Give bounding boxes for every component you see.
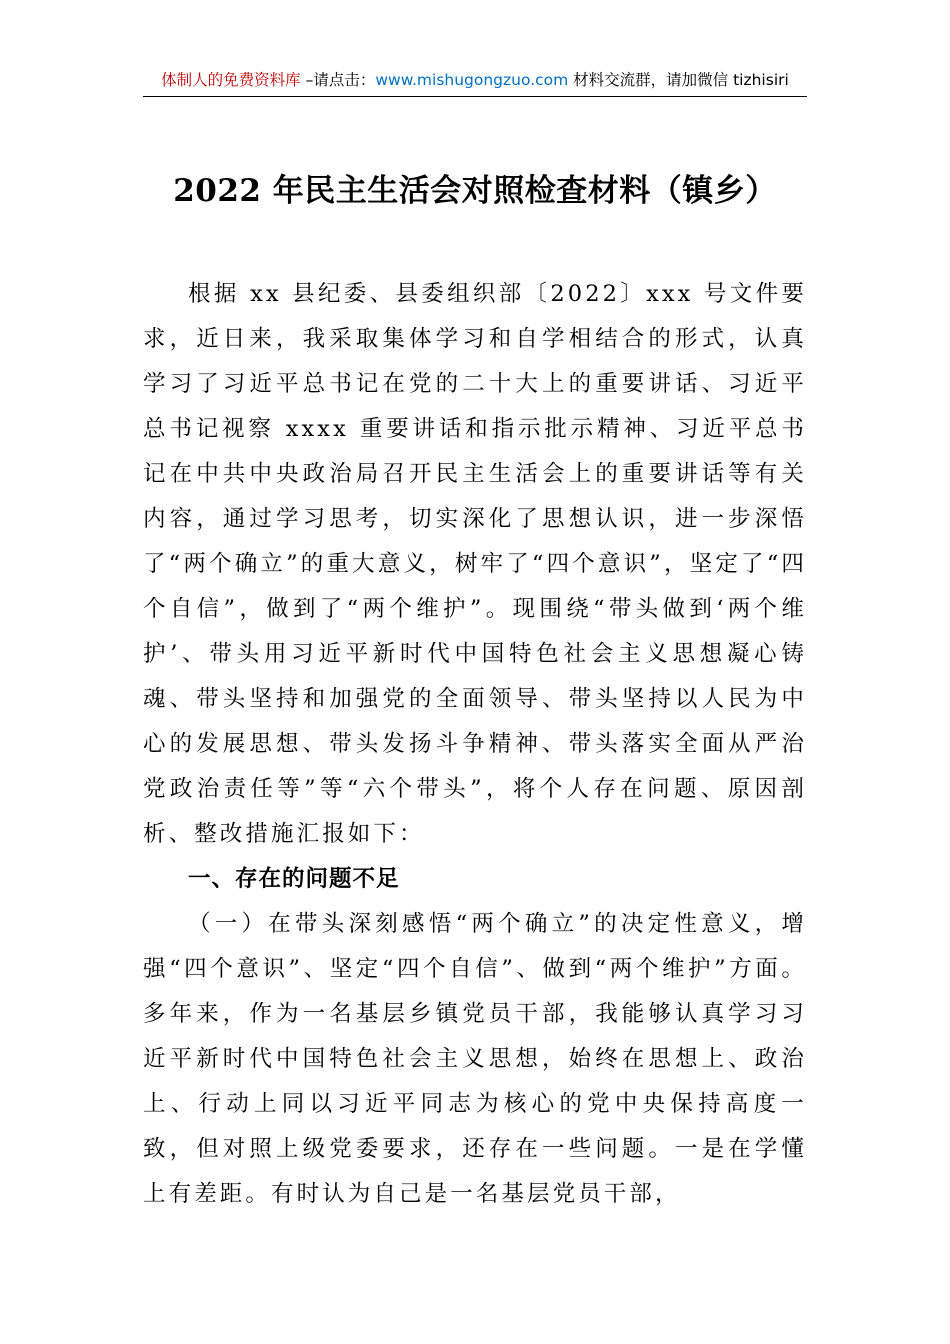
intro-paragraph: 根据 xx 县纪委、县委组织部〔2022〕xxx 号文件要求，近日来，我采取集体学习和自学相结合的形式，认真学习了习近平总书记在党的二十大上的重要讲话、习近平总书记视察 xxxx 重要讲话和指示批示精神、习近平总书记在中共中央政治局召开民主生活会上的重要讲话等有关内容，通过学习思考，切实深化了思想认识，进一步深悟了“两个确立”的重大意义，树牢了“四个意识”，坚定了“四个自信”，做到了“两个维护”。现围绕“带头做到‘两个维护’、带头用习近平新时代中国特色社会主义思想凝心铸魂、带头坚持和加强党的全面领导、带头坚持以人民为中心的发展思想、带头发扬斗争精神、带头落实全面从严治党政治责任等”等“六个带头”，将个人存在问题、原因剖析、整改措施汇报如下： — [143, 281, 807, 847]
header-wechat-note: 材料交流群，请加微信 tizhisiri — [568, 71, 789, 89]
header-brand: 体制人的免费资料库 — [161, 71, 301, 89]
header-link[interactable]: www.mishugongzuo.com — [375, 71, 569, 89]
document-body — [143, 272, 807, 1217]
page-header — [143, 64, 807, 97]
document-title: 2022 年民主生活会对照检查材料（镇乡） — [173, 173, 777, 209]
section-heading: 一、存在的问题不足 — [188, 866, 400, 892]
header-click-prompt: –请点击： — [300, 71, 376, 89]
section-paragraph: （一）在带头深刻感悟“两个确立”的决定性意义，增强“四个意识”、坚定“四个自信”、做到“两个维护”方面。多年来，作为一名基层乡镇党员干部，我能够认真学习习近平新时代中国特色社会主义思想，始终在思想上、政治上、行动上同以习近平同志为核心的党中央保持高度一致，但对照上级党委要求，还存在一些问题。一是在学懂上有差距。有时认为自己是一名基层党员干部， — [143, 911, 807, 1207]
